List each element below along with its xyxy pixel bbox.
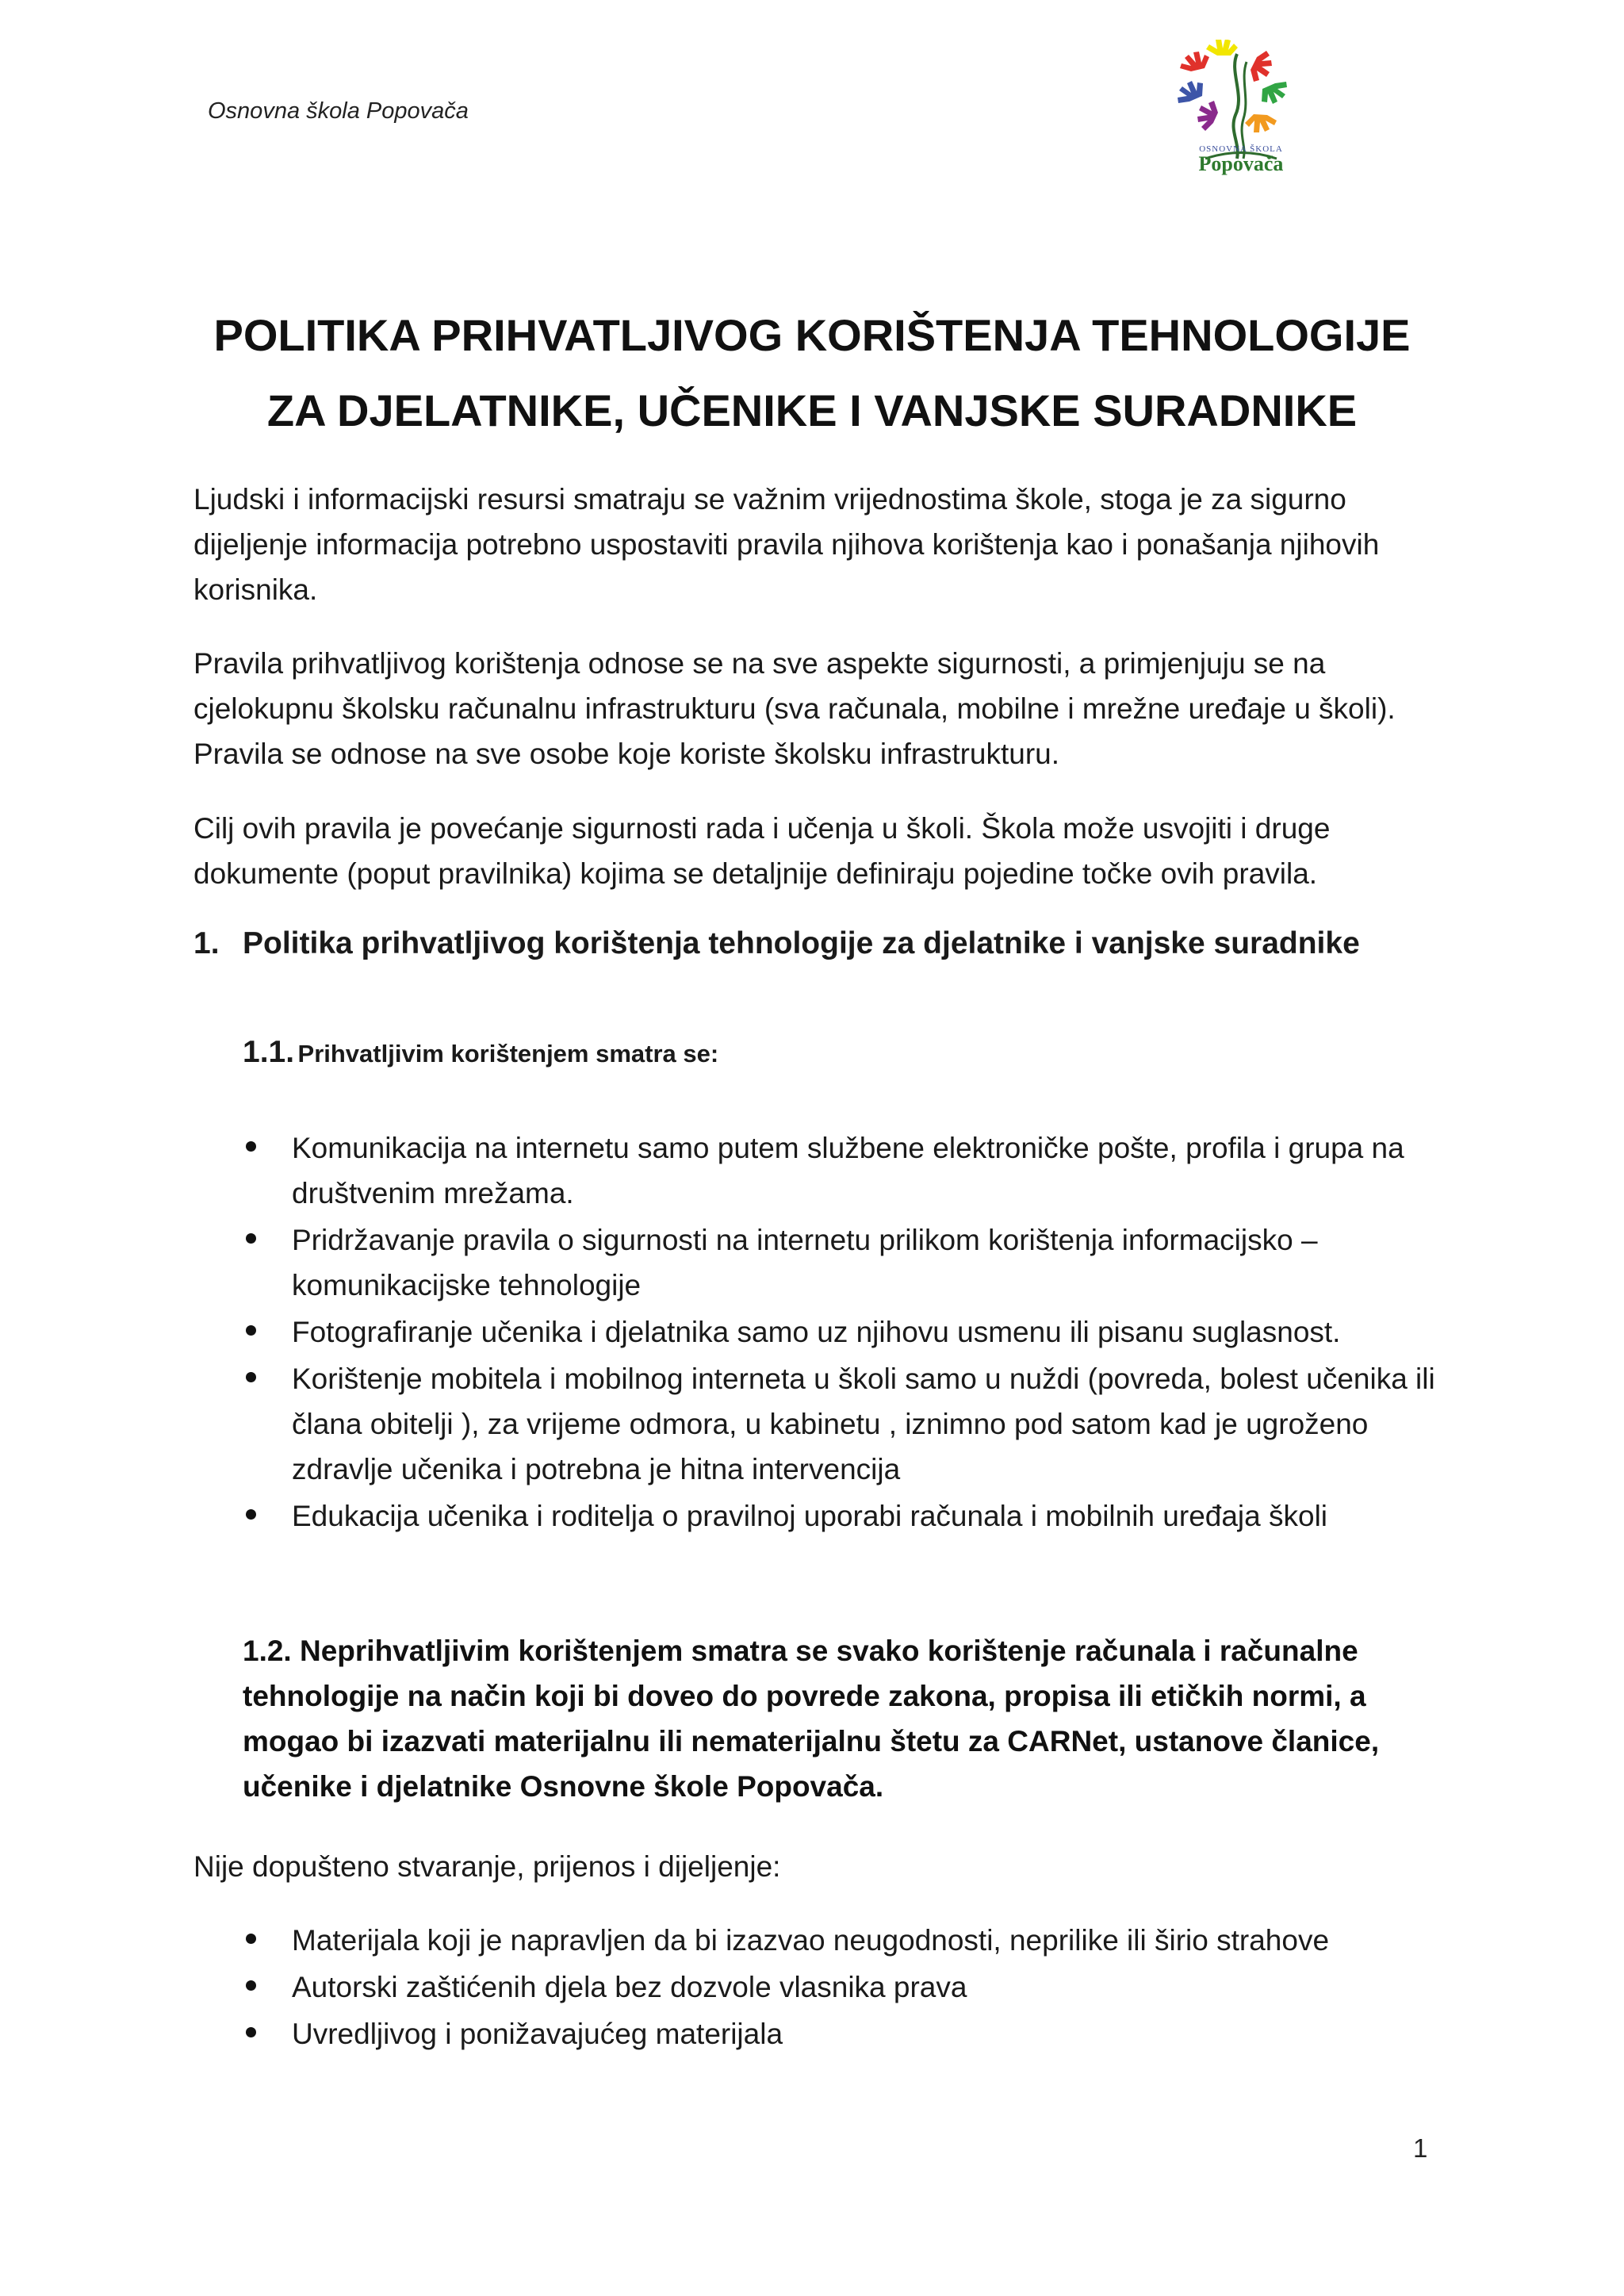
logo-small-text: OSNOVNA ŠKOLA xyxy=(1199,144,1283,154)
logo-text: Popovača xyxy=(1198,152,1284,175)
intro-paragraph-2: Pravila prihvatljivog korištenja odnose se na sve aspekte sigurnosti, a primjenjuju se na cjelokupnu školsku računalnu infrastrukturu (sva računala, mobilne i mrežne uređaje u školi). Pravila se odnose na sve osobe koje koriste školsku infrastrukturu. xyxy=(193,647,1396,770)
prohibited-list xyxy=(243,1918,1448,2058)
bullet-icon xyxy=(246,1233,256,1244)
document-title xyxy=(135,297,1489,448)
list-item: Uvredljivog i ponižavajućeg materijala xyxy=(243,2011,1448,2056)
list-item: Fotografiranje učenika i djelatnika samo uz njihovu usmenu ili pisanu suglasnost. xyxy=(243,1309,1448,1355)
bullet-icon xyxy=(246,1934,256,1944)
section-1-1-heading xyxy=(243,1035,718,1070)
list-item: Korištenje mobitela i mobilnog interneta u školi samo u nuždi (povreda, bolest učenika ili člana obitelji ), za vrijeme odmora, u kabinetu , iznimno pod satom kad je ugroženo zdravlje učenika i potrebna je hitna intervencija xyxy=(243,1356,1448,1492)
list-item: Materijala koji je napravljen da bi izazvao neugodnosti, neprilike ili širio strahove xyxy=(243,1918,1448,1963)
section-1-2-heading: 1.2. Neprihvatljivim korištenjem smatra se svako korištenje računala i računalne tehnologije na način koji bi doveo do povrede zakona, propisa ili etičkih normi, a mogao bi izazvati materijalnu ili nematerijalnu štetu za CARNet, ustanove članice, učenike i djelatnike Osnovne škole Popovača. xyxy=(243,1635,1380,1803)
prohibited-lead: Nije dopušteno stvaranje, prijenos i dijeljenje: xyxy=(193,1850,781,1883)
list-item: Autorski zaštićenih djela bez dozvole vlasnika prava xyxy=(243,1964,1448,2010)
intro-paragraph-1: Ljudski i informacijski resursi smatraju se važnim vrijednostima škole, stoga je za sigurno dijeljenje informacija potrebno uspostaviti pravila njihova korištenja kao i ponašanja njihovih korisnika. xyxy=(193,483,1380,606)
bullet-icon xyxy=(246,1325,256,1336)
section-1-title: Politika prihvatljivog korištenja tehnologije za djelatnike i vanjske suradnike xyxy=(243,926,1360,960)
bullet-icon xyxy=(246,2027,256,2037)
title-line-2: ZA DJELATNIKE, UČENIKE I VANJSKE SURADNIKE xyxy=(266,385,1358,435)
bullet-icon xyxy=(246,1509,256,1520)
acceptable-use-list xyxy=(243,1125,1448,1540)
list-item: Komunikacija na internetu samo putem službene elektroničke pošte, profila i grupa na društvenim mrežama. xyxy=(243,1125,1448,1216)
section-1-number: 1. xyxy=(193,926,220,960)
page-number: 1 xyxy=(1413,2133,1428,2163)
list-item: Pridržavanje pravila o sigurnosti na internetu prilikom korištenja informacijsko – komunikacijske tehnologije xyxy=(243,1217,1448,1308)
title-line-1: POLITIKA PRIHVATLJIVOG KORIŠTENJA TEHNOLOGIJE xyxy=(213,310,1411,360)
section-1-1-title: Prihvatljivim korištenjem smatra se: xyxy=(297,1040,719,1068)
list-item: Edukacija učenika i roditelja o pravilnoj uporabi računala i mobilnih uređaja školi xyxy=(243,1493,1448,1539)
bullet-icon xyxy=(246,1141,256,1152)
intro-paragraph-3: Cilj ovih pravila je povećanje sigurnosti rada i učenja u školi. Škola može usvojiti i druge dokumente (poput pravilnika) kojima se detaljnije definiraju pojedine točke ovih pravila. xyxy=(193,812,1331,890)
header-school-name: Osnovna škola Popovača xyxy=(208,98,469,124)
bullet-icon xyxy=(246,1980,256,1991)
section-1-1-number: 1.1. xyxy=(243,1035,295,1069)
bullet-icon xyxy=(246,1372,256,1382)
section-1-heading xyxy=(193,926,1360,961)
logo-hands-icon xyxy=(1178,40,1287,132)
